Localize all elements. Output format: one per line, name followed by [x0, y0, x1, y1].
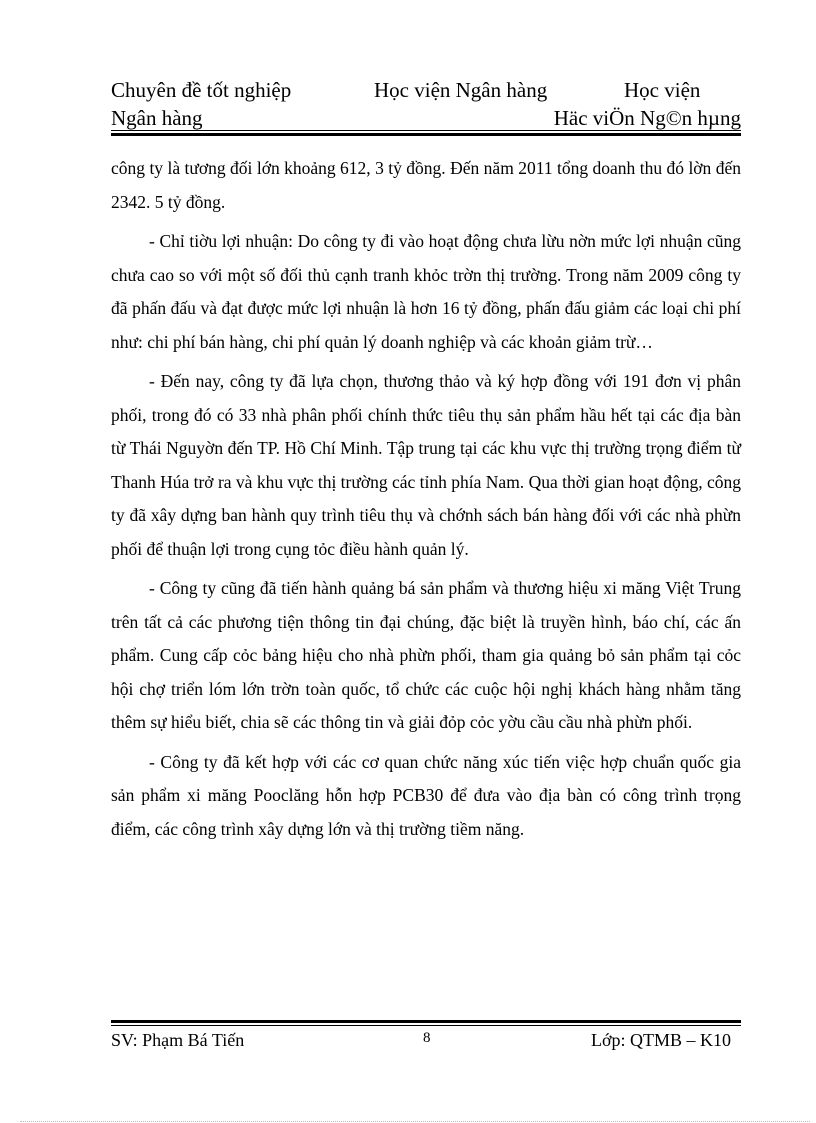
student-name: SV: Phạm Bá Tiến	[111, 1030, 245, 1050]
page-number: 8	[423, 1030, 431, 1046]
class-label: Lớp: QTMB – K10	[590, 1030, 731, 1050]
header-line-1	[111, 76, 741, 104]
page-bottom-dotted-line	[20, 1121, 810, 1122]
thesis-label: Chuyên đề tốt nghiệp	[111, 78, 292, 102]
header-divider	[111, 130, 741, 136]
academy-name-continued: Ngân hàng	[111, 106, 203, 130]
paragraph-revenue: công ty là tương đối lớn khoảng 612, 3 tỷ đồng. Đến năm 2011 tổng doanh thu đó lờn đến 2342. 5 tỷ đồng.	[111, 158, 741, 212]
body-text	[111, 152, 741, 852]
academy-name-part: Học viện	[624, 78, 701, 102]
paragraph-standardization: - Công ty đã kết hợp với các cơ quan chức năng xúc tiến việc hợp chuẩn quốc gia sản phẩm xi măng Pooclăng hỗn hợp PCB30 để đưa vào địa bàn có công trình trọng điểm, các công trình xây dựng lớn và thị trường tiềm năng.	[111, 751, 741, 839]
paragraph-distribution: - Đến nay, công ty đã lựa chọn, thương thảo và ký hợp đồng với 191 đơn vị phân phối, trong đó có 33 nhà phân phối chính thức tiêu thụ sản phẩm hầu hết tại các địa bàn từ Thái Nguyờn đến TP. Hồ Chí Minh. Tập trung tại các khu vực thị trường trọng điểm từ Thanh Húa trở ra và khu vực thị trường các tỉnh phía Nam. Qua thời gian hoạt động, công ty đã xây dựng ban hành quy trình tiêu thụ và chớnh sách bán hàng đối với các nhà phừn phối để thuận lợi trong cụng tỏc điều hành quản lý.	[111, 371, 741, 559]
academy-name: Học viện Ngân hàng	[374, 78, 548, 102]
paragraph-advertising: - Công ty cũng đã tiến hành quảng bá sản phẩm và thương hiệu xi măng Việt Trung trên tất cả các phương tiện thông tin đại chúng, đặc biệt là truyền hình, báo chí, các ấn phẩm. Cung cấp cỏc bảng hiệu cho nhà phừn phối, tham gia quảng bỏ sản phẩm tại cỏc hội chợ triển lóm lớn trờn toàn quốc, tổ chức các cuộc hội nghị khách hàng nhằm tăng thêm sự hiểu biết, chia sẽ các thông tin và giải đỏp cỏc yờu cầu cầu nhà phừn phối.	[111, 578, 741, 732]
paragraph-profit: - Chỉ tiờu lợi nhuận: Do công ty đi vào hoạt động chưa lừu nờn mức lợi nhuận cũng chưa cao so với một số đối thủ cạnh tranh khỏc trờn thị trường. Trong năm 2009 công ty đã phấn đấu và đạt được mức lợi nhuận là hơn 16 tỷ đồng, phấn đấu giảm các loại chi phí như: chi phí bán hàng, chi phí quản lý doanh nghiệp và các khoản giảm trừ…	[111, 231, 741, 352]
page-header	[111, 76, 741, 132]
academy-name-garbled: Häc viÖn Ng©n hµng	[553, 106, 741, 130]
header-line-2	[111, 104, 741, 132]
